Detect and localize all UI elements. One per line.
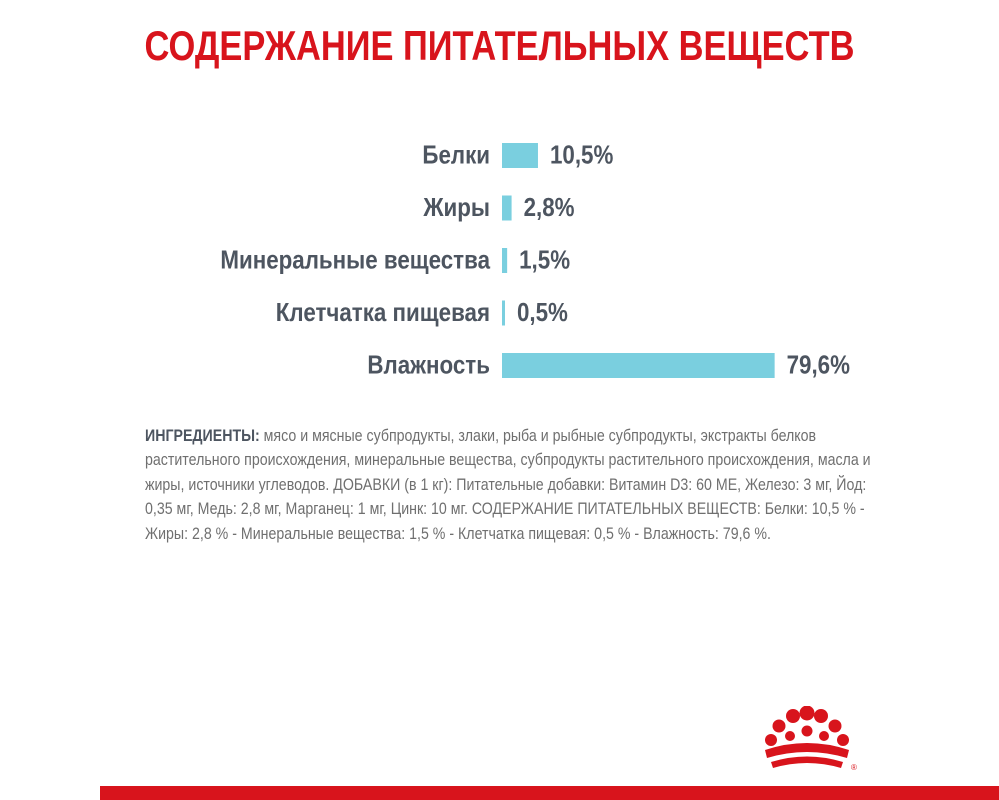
- value-label: 10,5%: [549, 140, 614, 170]
- bar: [502, 196, 512, 221]
- category-label: Белки: [422, 140, 490, 170]
- value-label: 0,5%: [516, 298, 568, 328]
- bar: [502, 353, 775, 378]
- ingredients-body: мясо и мясные субпродукты, злаки, рыба и рыбные субпродукты, экстракты белков растительного происхождения, минеральные вещества, субпродукты растительного происхождения, масла и жиры, источники углеводов. ДОБАВКИ (в 1 кг): Питательные добавки: Витамин D3: 60 МЕ, Железо: 3 мг, Йод: 0,35 мг, Медь: 2,8 мг, Марганец: 1 мг, Цинк: 10 мг. СОДЕРЖАНИЕ ПИТАТЕЛЬНЫХ ВЕЩЕСТВ: Белки: 10,5 % - Жиры: 2,8 % - Минеральные вещества: 1,5 % - Клетчатка пищевая: 0,5 % - Влажность: 79,6 %.: [145, 427, 871, 543]
- bar: [502, 143, 538, 168]
- category-label: Жиры: [423, 193, 490, 223]
- category-label: Клетчатка пищевая: [275, 298, 490, 328]
- svg-text:®: ®: [851, 763, 857, 772]
- value-label: 1,5%: [519, 245, 571, 275]
- ingredients-label: ИНГРЕДИЕНТЫ:: [145, 427, 260, 445]
- value-label: 2,8%: [523, 193, 575, 223]
- value-label: 79,6%: [786, 350, 850, 380]
- bottom-brand-bar: [100, 786, 999, 800]
- bar: [502, 248, 507, 273]
- ingredients-text: [145, 424, 885, 546]
- crown-icon: [757, 706, 857, 772]
- category-label: Минеральные вещества: [220, 245, 490, 275]
- category-label: Влажность: [367, 350, 490, 380]
- page-title: СОДЕРЖАНИЕ ПИТАТЕЛЬНЫХ ВЕЩЕСТВ: [144, 22, 855, 69]
- bar: [502, 301, 505, 326]
